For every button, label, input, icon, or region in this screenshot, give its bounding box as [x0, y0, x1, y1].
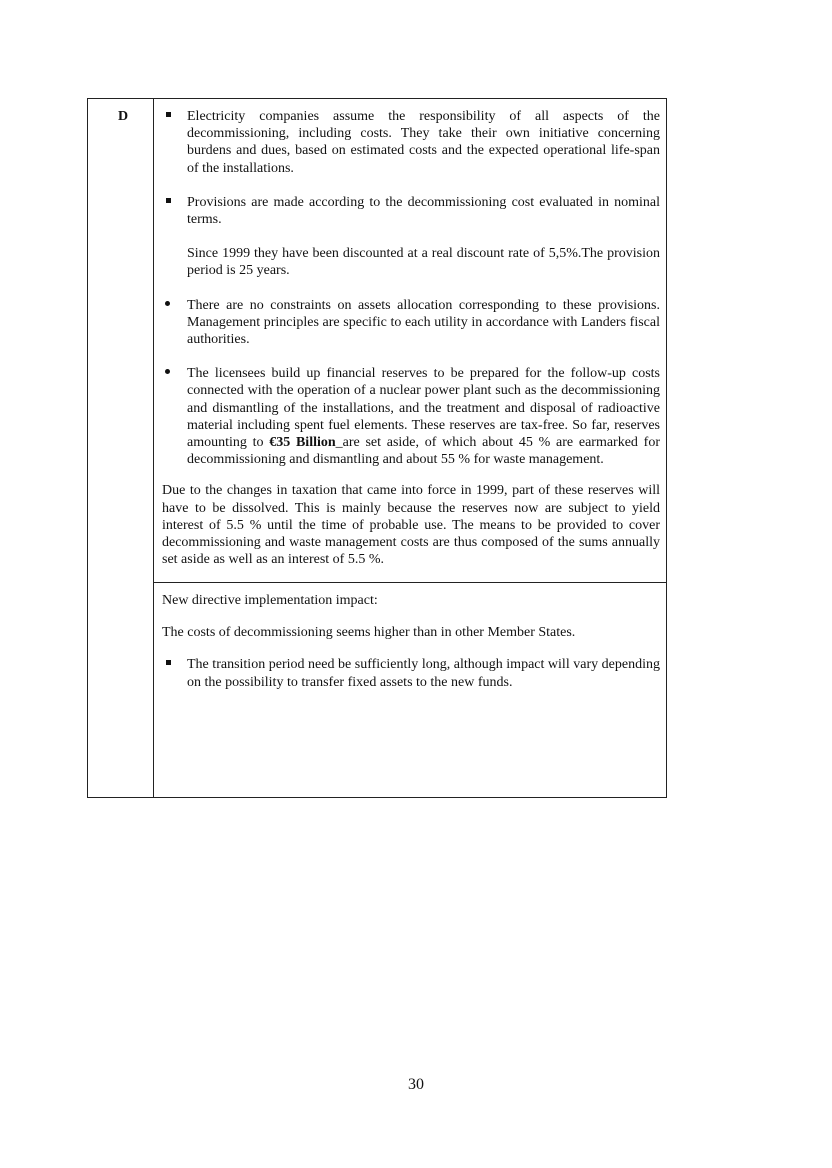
list-item-text: There are no constraints on assets allocation corresponding to these provisions. Management principles are specific to each utility in accordance with Landers fiscal authorities. [187, 297, 660, 348]
round-bullet-icon [162, 365, 182, 382]
country-code: D [118, 109, 129, 124]
list-item-followup: Since 1999 they have been discounted at a real discount rate of 5,5%.The provision period is 25 years. [187, 246, 660, 279]
list-item [162, 656, 660, 690]
list-item [162, 365, 660, 468]
page-number: 30 [408, 1076, 424, 1093]
square-bullet-icon [162, 656, 182, 673]
row-divider [153, 582, 667, 583]
list-item [162, 108, 660, 177]
taxation-paragraph: Due to the changes in taxation that came into force in 1999, part of these reserves will have to be dissolved. This is mainly because the reserves now are subject to yield interest of 5.5 % until the time of probable use. The means to be provided to cover decommissioning and waste management costs are thus composed of the sums annually set aside as well as an interest of 5.5 %. [162, 483, 660, 568]
impact-cell [162, 592, 660, 691]
list-item [162, 297, 660, 349]
column-divider [153, 98, 154, 798]
list-item-text: Electricity companies assume the responsibility of all aspects of the decommissioning, including costs. They take their own initiative concerning burdens and dues, based on estimated costs and the expected operational life-span of the installations. [187, 109, 660, 176]
reserves-amount: €35 Billion [269, 435, 336, 451]
square-bullet-icon [162, 108, 182, 125]
list-item-text: Provisions are made according to the decommissioning cost evaluated in nominal terms. [187, 194, 660, 228]
current-situation-cell [162, 108, 660, 568]
round-bullet-icon [162, 297, 182, 314]
impact-heading: New directive implementation impact: [162, 593, 378, 608]
impact-paragraph: The costs of decommissioning seems higher than in other Member States. [162, 625, 576, 641]
square-bullet-icon [162, 194, 182, 211]
list-item [162, 194, 660, 280]
list-item-text: The licensees build up financial reserves to be prepared for the follow-up costs connected with the operation of a nuclear power plant such as the decommissioning and dismantling of the installations, and the treatment and disposal of radioactive material including spent fuel elements. These reserves are tax-free. So far, reserves amounting to €35 Billion_are set aside, of which about 45 % are earmarked for decommissioning and dismantling and about 55 % for waste management. [187, 366, 660, 468]
list-item-text: The transition period need be sufficiently long, although impact will vary depending on the possibility to transfer fixed assets to the new funds. [187, 657, 660, 690]
